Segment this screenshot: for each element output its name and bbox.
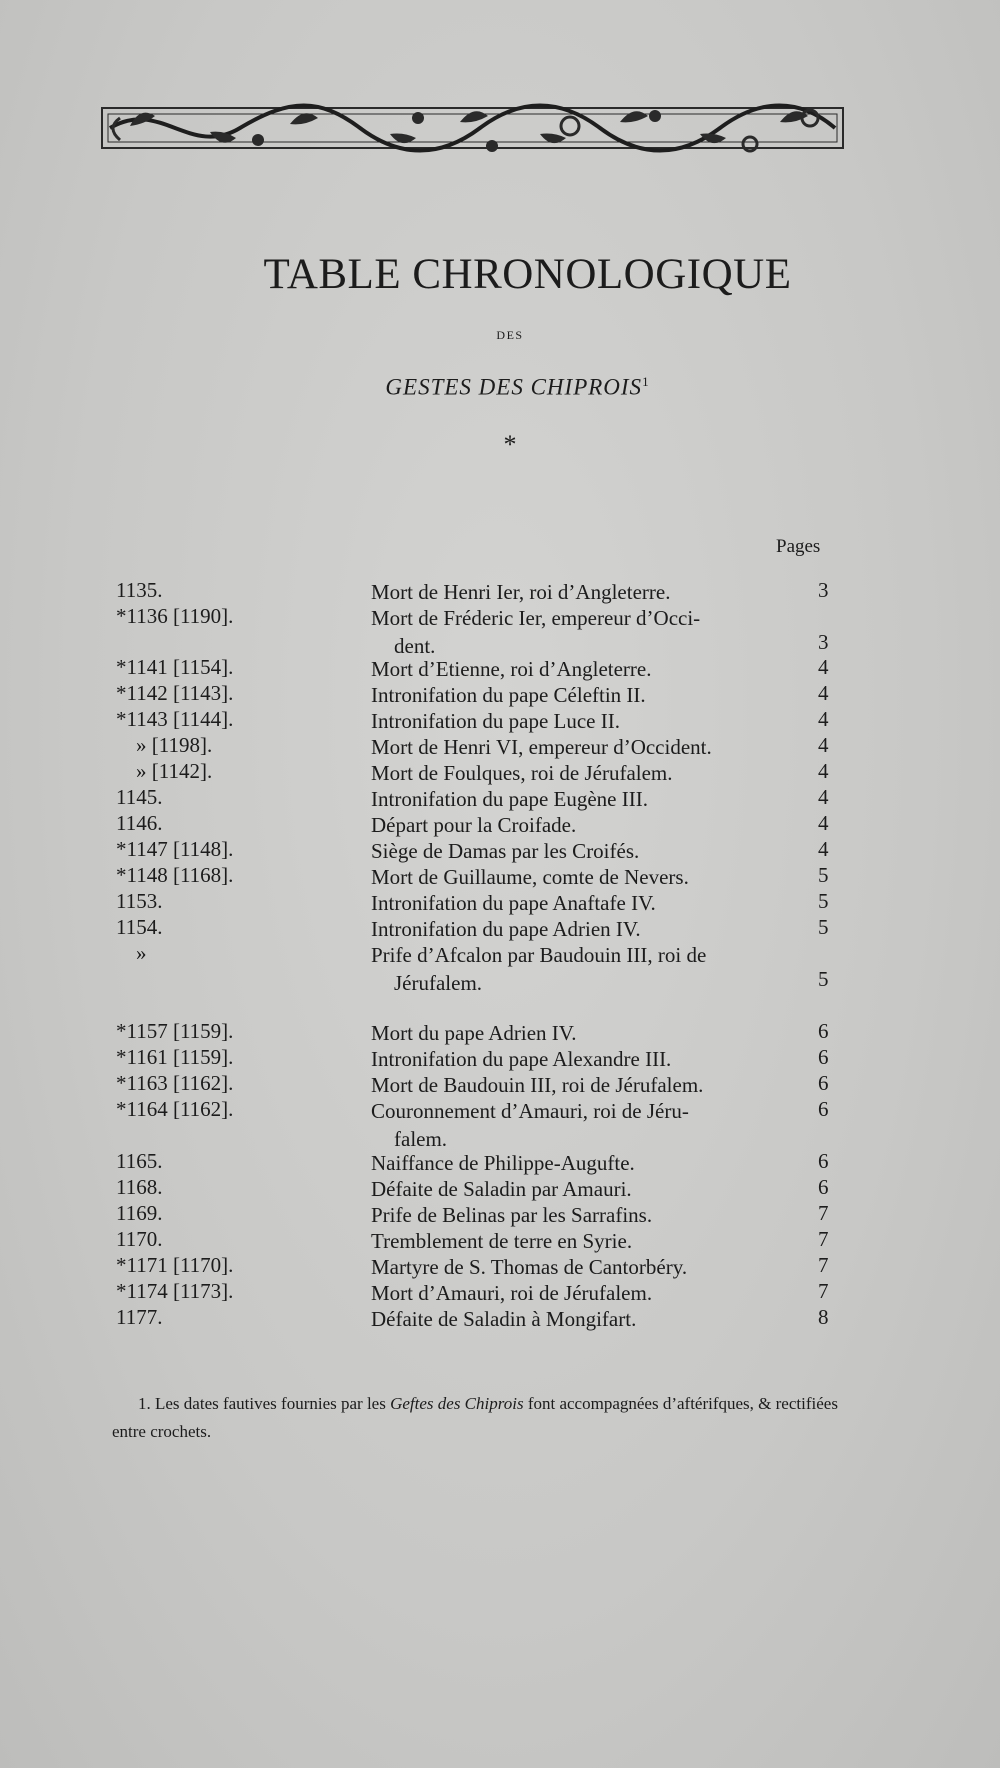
- entry-page-number: 6: [818, 1175, 829, 1199]
- entry-event-text: Mort de Guillaume, comte de Nevers.: [371, 865, 689, 889]
- entry-event: [371, 1201, 806, 1229]
- footnote-number: 1.: [138, 1394, 151, 1413]
- entry-event-text: Intronifation du pape Adrien IV.: [371, 917, 641, 941]
- entry-date: *1174 [1173].: [116, 1279, 234, 1303]
- entry-page-number: 4: [818, 785, 829, 809]
- entry-date: 1153.: [116, 889, 163, 913]
- entry-date: 1135.: [116, 578, 163, 602]
- entry-event-text: Mort de Henri Ier, roi d’Angleterre.: [371, 580, 671, 604]
- entry-page-number: 7: [818, 1253, 829, 1277]
- entry-page-number: 4: [818, 681, 829, 705]
- entry-event: [371, 1019, 806, 1047]
- entry-page-number: 6: [818, 1097, 829, 1121]
- entry-page-number: 6: [818, 1045, 829, 1069]
- entry-event: [371, 604, 806, 660]
- entry-date: 1154.: [116, 915, 163, 939]
- entry-page-number: 4: [818, 655, 829, 679]
- entry-page-number: 7: [818, 1279, 829, 1303]
- entry-event: [371, 1305, 806, 1333]
- entry-date: *1143 [1144].: [116, 707, 234, 731]
- entry-event: [371, 863, 806, 891]
- entry-event-text: Martyre de S. Thomas de Cantorbéry.: [371, 1255, 688, 1279]
- entry-event-text: Mort d’Etienne, roi d’Angleterre.: [371, 657, 652, 681]
- entry-date: *1148 [1168].: [116, 863, 234, 887]
- entry-event-continuation: dent.: [394, 634, 436, 658]
- entry-event-text: Mort du pape Adrien IV.: [371, 1021, 577, 1045]
- entry-event-text: Intronifation du pape Céleftin II.: [371, 683, 646, 707]
- entry-event-text: Mort de Foulques, roi de Jérufalem.: [371, 761, 673, 785]
- entry-event-text: Mort de Fréderic Ier, empereur d’Occi-: [371, 606, 701, 630]
- entry-event: [371, 1045, 806, 1073]
- entry-date: 1165.: [116, 1149, 163, 1173]
- entry-date: 1169.: [116, 1201, 163, 1225]
- entry-date: » [1198].: [136, 733, 213, 757]
- entry-event: [371, 889, 806, 917]
- entry-event-text: Prife d’Afcalon par Baudouin III, roi de: [371, 943, 707, 967]
- entry-event: [371, 681, 806, 709]
- entry-page-number: 4: [818, 837, 829, 861]
- entry-date: *1164 [1162].: [116, 1097, 234, 1121]
- entry-date: *1142 [1143].: [116, 681, 234, 705]
- entry-event-continuation: falem.: [394, 1127, 448, 1151]
- entry-event-text: Défaite de Saladin par Amauri.: [371, 1177, 632, 1201]
- entry-event-text: Défaite de Saladin à Mongifart.: [371, 1307, 637, 1331]
- entry-page-number: 5: [818, 967, 829, 991]
- pages-column-header: Pages: [776, 536, 821, 557]
- footnote: [112, 1390, 842, 1446]
- entry-page-number: 4: [818, 707, 829, 731]
- entry-event: [371, 1097, 806, 1153]
- asterism: *: [503, 430, 517, 459]
- entry-event-text: Naiffance de Philippe-Augufte.: [371, 1151, 635, 1175]
- entry-event-text: Intronifation du pape Anaftafe IV.: [371, 891, 656, 915]
- entry-event: [371, 759, 806, 787]
- entry-event-text: Mort de Henri VI, empereur d’Occident.: [371, 735, 712, 759]
- entry-event-text: Intronifation du pape Eugène III.: [371, 787, 648, 811]
- entry-event: [371, 655, 806, 683]
- entry-date: » [1142].: [136, 759, 213, 783]
- entry-event: [371, 1149, 806, 1177]
- entry-date: 1145.: [116, 785, 163, 809]
- entry-event-text: Tremblement de terre en Syrie.: [371, 1229, 633, 1253]
- entry-page-number: 4: [818, 759, 829, 783]
- entry-event: [371, 1175, 806, 1203]
- entry-event: [371, 1253, 806, 1281]
- entry-date: *1136 [1190].: [116, 604, 234, 628]
- entry-event: [371, 1279, 806, 1307]
- entry-page-number: 6: [818, 1019, 829, 1043]
- entry-page-number: 7: [818, 1201, 829, 1225]
- entry-date: 1177.: [116, 1305, 163, 1329]
- footnote-italic-title: Geftes des Chiprois: [390, 1394, 524, 1413]
- entry-event-text: Intronifation du pape Luce II.: [371, 709, 620, 733]
- entry-date: »: [136, 941, 147, 965]
- footnote-text-before: Les dates fautives fournies par les: [155, 1394, 386, 1413]
- entry-event: [371, 785, 806, 813]
- entry-page-number: 3: [818, 630, 829, 654]
- entry-event: [371, 837, 806, 865]
- entry-event: [371, 1071, 806, 1099]
- entry-date: *1141 [1154].: [116, 655, 234, 679]
- entry-event: [371, 811, 806, 839]
- entry-event-text: Prife de Belinas par les Sarrafins.: [371, 1203, 653, 1227]
- page-title: TABLE CHRONOLOGIQUE: [263, 251, 792, 298]
- entry-page-number: 4: [818, 733, 829, 757]
- entry-event-text: Siège de Damas par les Croifés.: [371, 839, 640, 863]
- entry-event-continuation: Jérufalem.: [394, 971, 483, 995]
- entry-event-text: Couronnement d’Amauri, roi de Jéru-: [371, 1099, 689, 1123]
- entry-event-text: Départ pour la Croifade.: [371, 813, 577, 837]
- entry-page-number: 6: [818, 1149, 829, 1173]
- entry-date: 1170.: [116, 1227, 163, 1251]
- entry-page-number: 5: [818, 863, 829, 887]
- entry-event-text: Mort de Baudouin III, roi de Jérufalem.: [371, 1073, 704, 1097]
- entry-event-text: Intronifation du pape Alexandre III.: [371, 1047, 672, 1071]
- entry-page-number: 6: [818, 1071, 829, 1095]
- entry-page-number: 4: [818, 811, 829, 835]
- entry-date: *1163 [1162].: [116, 1071, 234, 1095]
- entry-date: *1157 [1159].: [116, 1019, 234, 1043]
- entry-page-number: 5: [818, 915, 829, 939]
- footnote-ref: 1: [642, 374, 650, 389]
- entry-page-number: 3: [818, 578, 829, 602]
- entry-event: [371, 733, 806, 761]
- entry-date: *1147 [1148].: [116, 837, 234, 861]
- entry-event: [371, 915, 806, 943]
- entry-date: *1161 [1159].: [116, 1045, 234, 1069]
- footnote-text-after: font accompagnées d’aftérifques, & rectifiées entre crochets.: [112, 1394, 838, 1441]
- entry-event-text: Mort d’Amauri, roi de Jérufalem.: [371, 1281, 653, 1305]
- entry-page-number: 8: [818, 1305, 829, 1329]
- entry-date: 1146.: [116, 811, 163, 835]
- entry-event: [371, 578, 806, 606]
- entry-event: [371, 707, 806, 735]
- entry-page-number: 5: [818, 889, 829, 913]
- entry-event: [371, 941, 806, 997]
- entry-event: [371, 1227, 806, 1255]
- entry-date: 1168.: [116, 1175, 163, 1199]
- subtitle-text: GESTES DES CHIPROIS: [385, 374, 643, 400]
- entry-date: *1171 [1170].: [116, 1253, 234, 1277]
- title-preposition: DES: [496, 328, 524, 342]
- entry-page-number: 7: [818, 1227, 829, 1251]
